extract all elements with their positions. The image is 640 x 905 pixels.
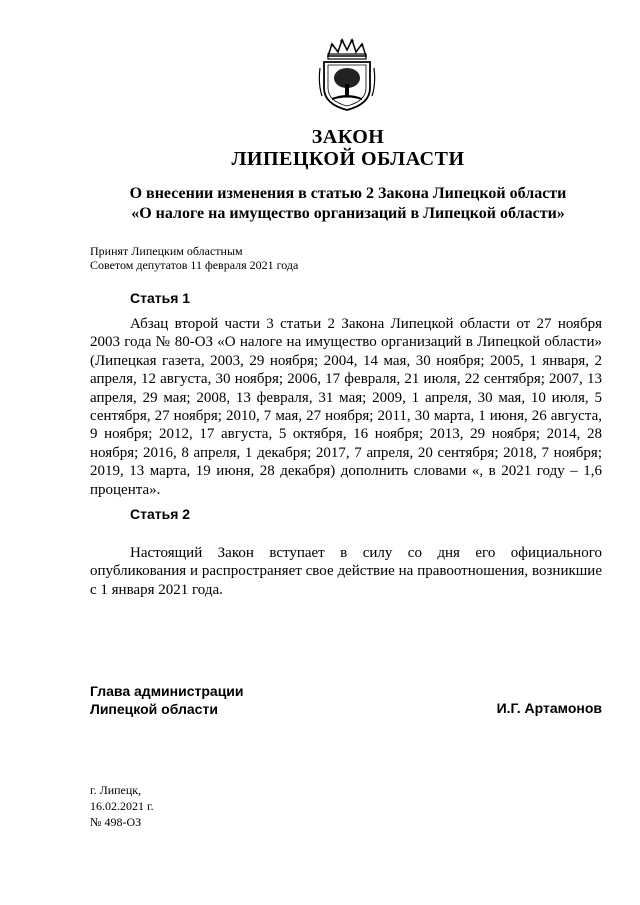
document-title bbox=[0, 126, 640, 170]
adoption-note bbox=[90, 244, 298, 272]
adoption-line-1: Принят Липецким областным bbox=[90, 244, 243, 258]
article-2-heading: Статья 2 bbox=[130, 506, 191, 522]
footer-date: 16.02.2021 г. bbox=[90, 799, 154, 813]
subtitle-line-1: О внесении изменения в статью 2 Закона Липецкой области bbox=[129, 185, 567, 202]
signatory-position-line-2: Липецкой области bbox=[90, 701, 218, 717]
adoption-line-2: Советом депутатов 11 февраля 2021 года bbox=[90, 258, 299, 272]
signatory-position-line-1: Глава администрации bbox=[90, 683, 244, 699]
subtitle-line-2: «О налоге на имущество организаций в Липецкой области» bbox=[131, 205, 565, 222]
article-1-text: Абзац второй части 3 статьи 2 Закона Липецкой области от 27 ноября 2003 года № 80-ОЗ «О налоге на имущество организаций в Липецкой области» (Липецкая газета, 2003, 29 ноября; 2004, 14 мая, 30 ноября; 2005, 1 января, 2 апреля, 12 августа, 30 ноября; 2006, 17 февраля, 21 июля, 22 сентября; 2007, 13 апреля, 29 мая; 2008, 13 февраля, 31 мая; 2009, 1 апреля, 30 мая, 10 июля, 5 сентября, 27 ноября; 2010, 7 мая, 27 ноября; 2011, 30 марта, 1 июня, 26 августа, 9 ноября; 2012, 17 августа, 5 октября, 16 ноября; 2013, 29 ноября; 2014, 28 ноября; 2016, 8 апреля, 1 декабря; 2017, 7 апреля, 20 сентября; 2018, 7 ноября; 2019, 13 марта, 19 июня, 28 декабря) дополнить словами «, в 2021 году – 1,6 процента». bbox=[90, 316, 602, 498]
document-subtitle bbox=[60, 184, 636, 224]
article-2-text: Настоящий Закон вступает в силу со дня его официального опубликования и распространяет свое действие на правоотношения, возникшие с 1 января 2021 года. bbox=[90, 545, 602, 598]
signatory-name: И.Г. Артамонов bbox=[496, 700, 602, 716]
signatory-position bbox=[90, 682, 244, 718]
document-footer bbox=[90, 782, 154, 830]
lipetsk-coat-of-arms-icon bbox=[318, 38, 376, 112]
footer-city: г. Липецк, bbox=[90, 783, 142, 797]
article-1-heading: Статья 1 bbox=[130, 290, 191, 306]
title-line-2: ЛИПЕЦКОЙ ОБЛАСТИ bbox=[231, 148, 465, 170]
footer-number: № 498-ОЗ bbox=[90, 815, 142, 829]
title-line-1: ЗАКОН bbox=[311, 126, 385, 148]
